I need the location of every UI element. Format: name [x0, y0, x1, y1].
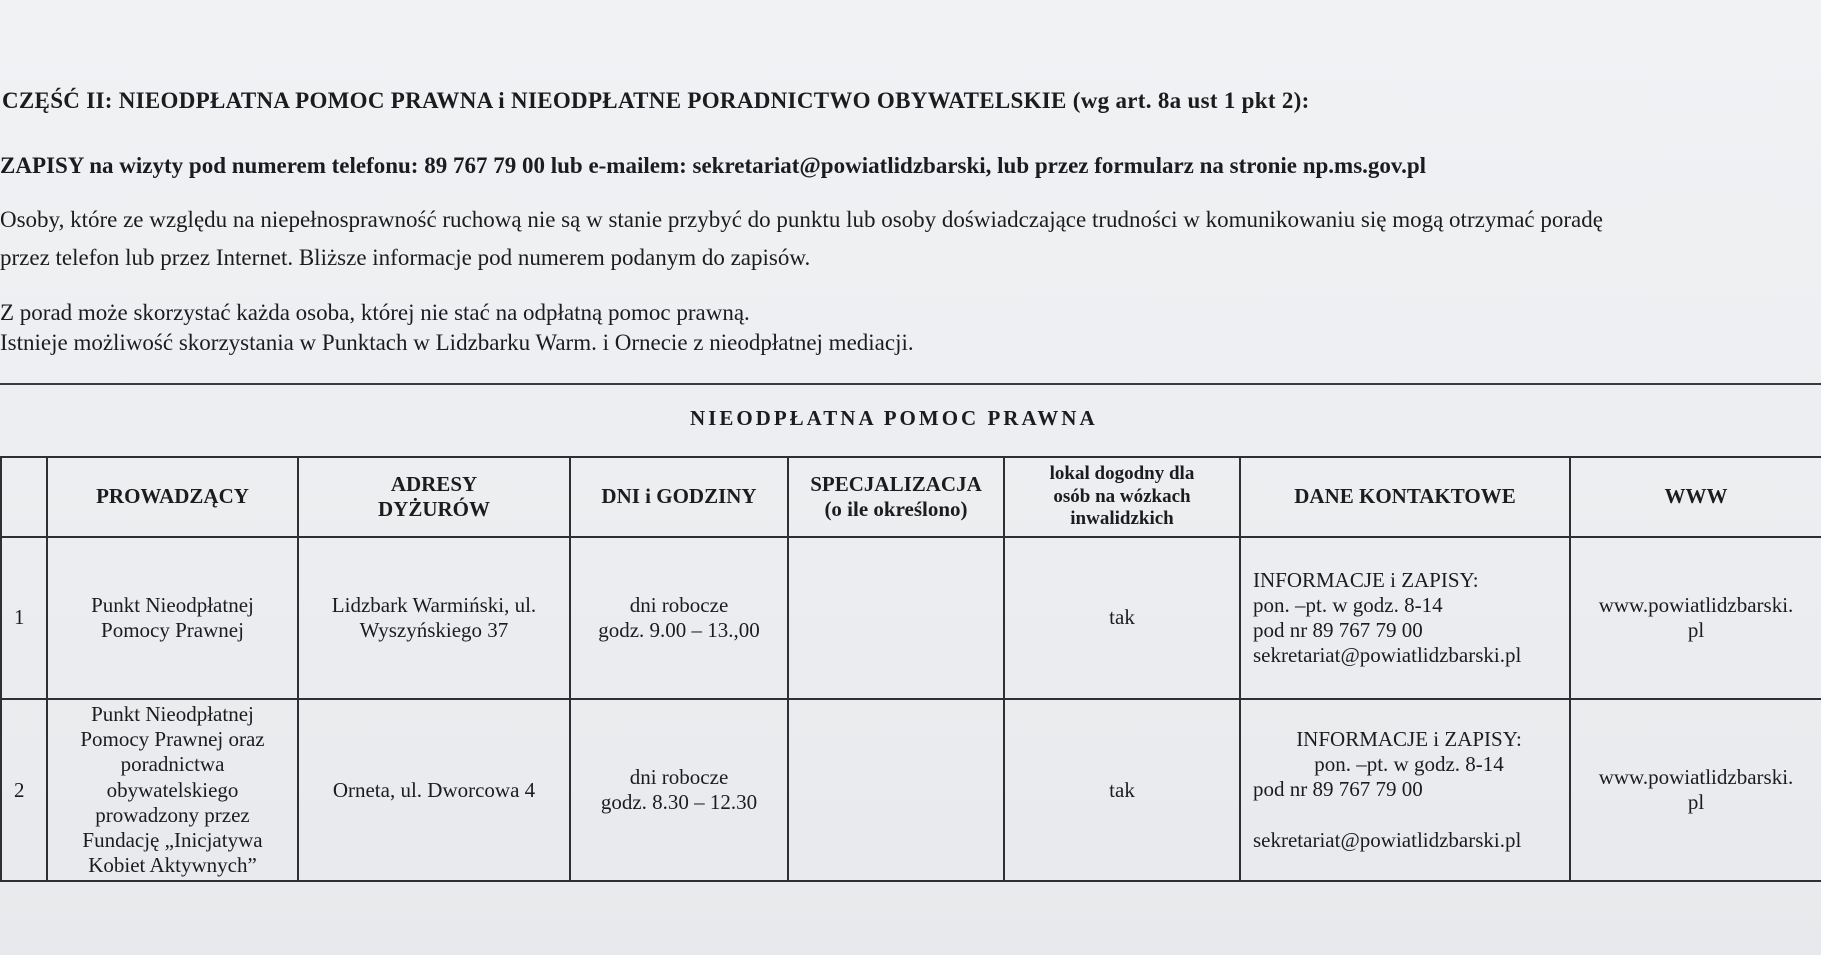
address-line: Lidzbark Warmiński, ul. [331, 592, 537, 617]
address-line: Wyszyńskiego 37 [359, 618, 509, 642]
provider-line: Pomocy Prawnej oraz [80, 727, 265, 752]
specialization-cell [788, 699, 1004, 881]
hours-line: godz. 9.00 – 13.,00 [598, 618, 760, 642]
header-provider: PROWADZĄCY [47, 457, 298, 537]
row-number: 1 [1, 537, 47, 699]
www-line: pl [1687, 618, 1705, 642]
address-cell [298, 699, 570, 881]
header-wheelchair-line-1: lokal dogodny dla [1049, 462, 1195, 484]
table-header-row [1, 457, 1821, 537]
provider-cell [47, 699, 298, 881]
header-www: WWW [1570, 457, 1821, 537]
header-specialization [788, 457, 1004, 537]
provider-line: obywatelskiego [106, 777, 239, 802]
header-address-line-1: ADRESY [390, 471, 478, 496]
mediation-paragraph-line-2: Istnieje możliwość skorzystania w Punktach w Lidzbarku Warm. i Ornecie z nieodpłatnej mediacji. [0, 330, 914, 355]
header-num [1, 457, 47, 537]
header-contact: DANE KONTAKTOWE [1240, 457, 1570, 537]
hours-line: godz. 8.30 – 12.30 [600, 790, 758, 815]
provider-line: Punkt Nieodpłatnej [91, 592, 254, 617]
eligibility-paragraph-line-1: Z porad może skorzystać każda osoba, której nie stać na odpłatną pomoc prawną. [0, 300, 750, 325]
provider-line: Kobiet Aktywnych” [88, 853, 257, 878]
address-line: Orneta, ul. Dworcowa 4 [332, 777, 536, 802]
table-row [1, 699, 1821, 881]
www-line: www.powiatlidzbarski. [1598, 592, 1794, 617]
legal-aid-table [0, 456, 1821, 882]
signup-info: ZAPISY na wizyty pod numerem telefonu: 89 767 79 00 lub e-mailem: sekretariat@powiatlidzbarski, lub przez formularz na stronie np.ms.gov.pl [0, 153, 1427, 178]
provider-line: Punkt Nieodpłatnej [91, 702, 254, 726]
header-days: DNI i GODZINY [570, 457, 788, 537]
contact-spacer [1253, 802, 1565, 828]
accessibility-paragraph-line-2: przez telefon lub przez Internet. Bliższe informacje pod numerem podanym do zapisów. [0, 245, 811, 270]
contact-cell [1240, 537, 1570, 699]
row-number: 2 [1, 699, 47, 881]
provider-line: poradnictwa [120, 752, 225, 777]
address-cell [298, 537, 570, 699]
days-line: dni robocze [629, 764, 729, 789]
contact-hours: pon. –pt. w godz. 8-14 [1314, 751, 1504, 776]
specialization-cell [788, 537, 1004, 699]
header-wheelchair-line-2: osób na wózkach [1053, 485, 1191, 507]
www-line: www.powiatlidzbarski. [1598, 764, 1794, 789]
www-line: pl [1687, 790, 1705, 815]
header-wheelchair [1004, 457, 1240, 537]
contact-phone: pod nr 89 767 79 00 [1253, 777, 1423, 802]
contact-heading: INFORMACJE i ZAPISY: [1296, 726, 1522, 751]
provider-line: prowadzony przez [95, 802, 250, 827]
section-heading: CZĘŚĆ II: NIEODPŁATNA POMOC PRAWNA i NIEODPŁATNE PORADNICTWO OBYWATELSKIE (wg art. 8a ust 1 pkt 2): [2, 88, 1310, 113]
header-wheelchair-line-3: inwalidzkich [1070, 508, 1174, 530]
accessibility-paragraph-line-1: Osoby, które ze względu na niepełnosprawność ruchową nie są w stanie przybyć do punktu lub osoby doświadczające trudności w komunikowaniu się mogą otrzymać poradę [0, 207, 1603, 232]
header-spec-line-2: (o ile określono) [824, 497, 968, 521]
contact-phone: pod nr 89 767 79 00 [1253, 618, 1423, 642]
table-row [1, 537, 1821, 699]
provider-line: Pomocy Prawnej [101, 618, 244, 642]
header-address [298, 457, 570, 537]
www-cell [1570, 537, 1821, 699]
wheelchair-cell: tak [1004, 537, 1240, 699]
provider-cell [47, 537, 298, 699]
days-cell [570, 699, 788, 881]
table-title: NIEODPŁATNA POMOC PRAWNA [690, 406, 1098, 430]
www-cell [1570, 699, 1821, 881]
contact-email: sekretariat@powiatlidzbarski.pl [1253, 643, 1522, 668]
contact-email: sekretariat@powiatlidzbarski.pl [1253, 828, 1522, 853]
header-spec-line-1: SPECJALIZACJA [810, 471, 982, 496]
header-address-line-2: DYŻURÓW [377, 497, 490, 521]
days-cell [570, 537, 788, 699]
contact-cell [1240, 699, 1570, 881]
days-line: dni robocze [629, 592, 729, 617]
contact-hours: pon. –pt. w godz. 8-14 [1253, 592, 1443, 617]
provider-line: Fundację „Inicjatywa [82, 827, 263, 852]
contact-heading: INFORMACJE i ZAPISY: [1253, 567, 1479, 592]
horizontal-divider [0, 383, 1821, 385]
wheelchair-cell: tak [1004, 699, 1240, 881]
